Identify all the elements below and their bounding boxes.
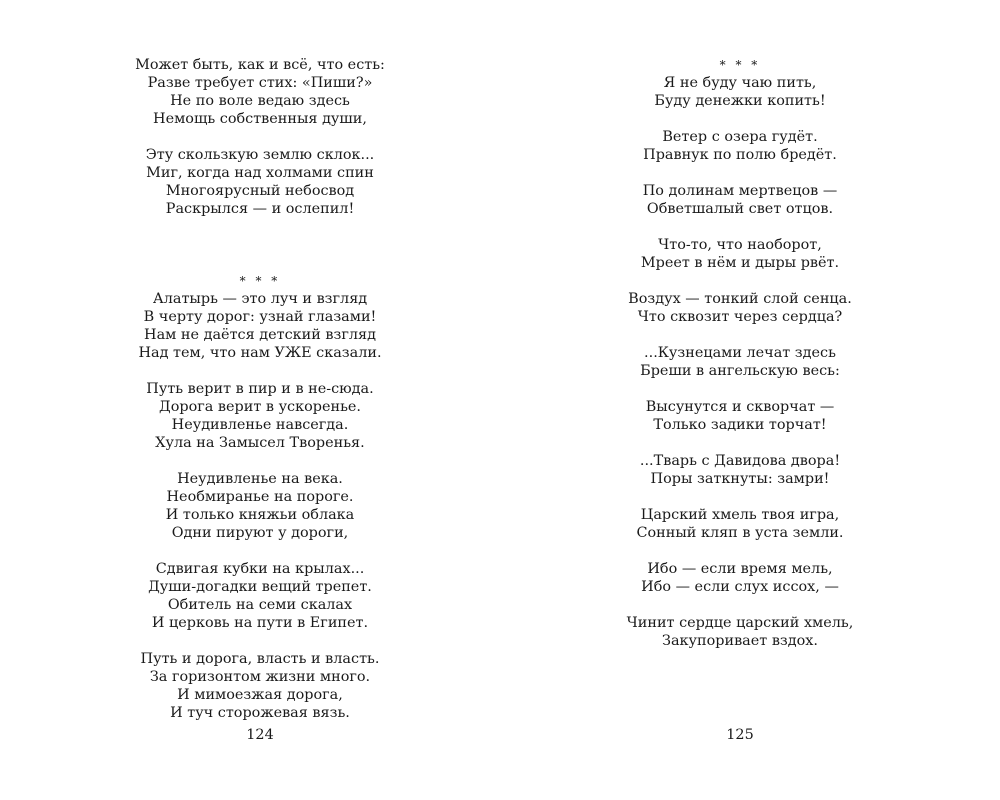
- verse-line: Сдвигая кубки на крылах...: [155, 561, 365, 577]
- verse-line: Не по воле ведаю здесь: [170, 93, 350, 109]
- verse-line: ...Тварь с Давидова двора!: [639, 453, 841, 469]
- verse-line: Путь верит в пир и в не-сюда.: [146, 381, 374, 397]
- page-number: 124: [246, 727, 274, 743]
- verse-line: Алатырь — это луч и взгляд: [152, 291, 368, 307]
- verse-line: Эту скользкую землю склок...: [145, 147, 375, 163]
- verse-line: Может быть, как и всё, что есть:: [135, 57, 385, 73]
- right-page-text: [530, 56, 950, 650]
- verse-line: Ибо — если время мель,: [647, 561, 833, 577]
- verse-line: И мимоезжая дорога,: [177, 687, 343, 703]
- verse-line: Бреши в ангельскую весь:: [640, 363, 840, 379]
- verse-line: Что-то, что наоборот,: [658, 237, 822, 253]
- verse-line: Что сквозит через сердца?: [637, 309, 843, 325]
- verse-line: Только задики торчат!: [653, 417, 827, 433]
- verse-line: Немощь собственныя души,: [153, 111, 367, 127]
- verse-line: Хула на Замысел Творенья.: [155, 435, 365, 451]
- verse-line: Обитель на семи скалах: [167, 597, 353, 613]
- verse-line: Высунутся и скворчат —: [645, 399, 835, 415]
- verse-line: Обветшалый свет отцов.: [646, 201, 834, 217]
- verse-line: Сонный кляп в уста земли.: [636, 525, 844, 541]
- verse-line: Над тем, что нам УЖЕ сказали.: [138, 345, 382, 361]
- verse-line: ...Кузнецами лечат здесь: [644, 345, 836, 361]
- right-page: [530, 0, 950, 800]
- verse-line: Миг, когда над холмами спин: [146, 165, 374, 181]
- verse-line: За горизонтом жизни много.: [149, 669, 371, 685]
- page-number: 125: [726, 727, 754, 743]
- stanza: [50, 650, 470, 722]
- verse-line: Поры заткнуты: замри!: [650, 471, 830, 487]
- verse-line: Одни пируют у дороги,: [171, 525, 349, 541]
- stanza: [50, 560, 470, 632]
- verse-line: По долинам мертвецов —: [642, 183, 838, 199]
- stanza: [50, 470, 470, 542]
- section-separator: * * *: [719, 58, 761, 72]
- verse-line: Многоярусный небосвод: [165, 183, 355, 199]
- verse-line: Ибо — если слух иссох, —: [641, 579, 839, 595]
- stanza: [50, 290, 470, 362]
- left-page: [50, 0, 470, 800]
- verse-line: Души-догадки вещий трепет.: [148, 579, 372, 595]
- verse-line: И церковь на пути в Египет.: [151, 615, 369, 631]
- stanza: [50, 56, 470, 128]
- stanza: [50, 146, 470, 218]
- verse-line: Правнук по полю бредёт.: [643, 147, 837, 163]
- verse-line: Ветер с озера гудёт.: [662, 129, 818, 145]
- verse-line: Дорога верит в ускоренье.: [159, 399, 361, 415]
- verse-line: Необмиранье на пороге.: [166, 489, 354, 505]
- verse-line: Разве требует стих: «Пиши?»: [147, 75, 373, 91]
- verse-line: Неудивленье на века.: [177, 471, 343, 487]
- verse-line: Буду денежки копить!: [654, 93, 826, 109]
- verse-line: И туч сторожевая вязь.: [170, 705, 350, 721]
- stanza: [50, 380, 470, 452]
- section-separator: * * *: [239, 274, 281, 288]
- verse-line: Раскрылся — и ослепил!: [165, 201, 355, 217]
- left-page-text: [50, 56, 470, 722]
- verse-line: Мреет в нём и дыры рвёт.: [640, 255, 840, 271]
- verse-line: Неудивленье навсегда.: [171, 417, 349, 433]
- verse-line: Воздух — тонкий слой сенца.: [628, 291, 852, 307]
- verse-line: Царский хмель твоя игра,: [640, 507, 840, 523]
- verse-line: Путь и дорога, власть и власть.: [140, 651, 380, 667]
- verse-line: И только княжьи облака: [165, 507, 355, 523]
- verse-line: Чинит сердце царский хмель,: [626, 615, 854, 631]
- verse-line: В черту дорог: узнай глазами!: [143, 309, 377, 325]
- verse-line: Нам не даётся детский взгляд: [144, 327, 376, 343]
- verse-line: Я не буду чаю пить,: [663, 75, 817, 91]
- verse-line: Закупоривает вздох.: [662, 633, 818, 649]
